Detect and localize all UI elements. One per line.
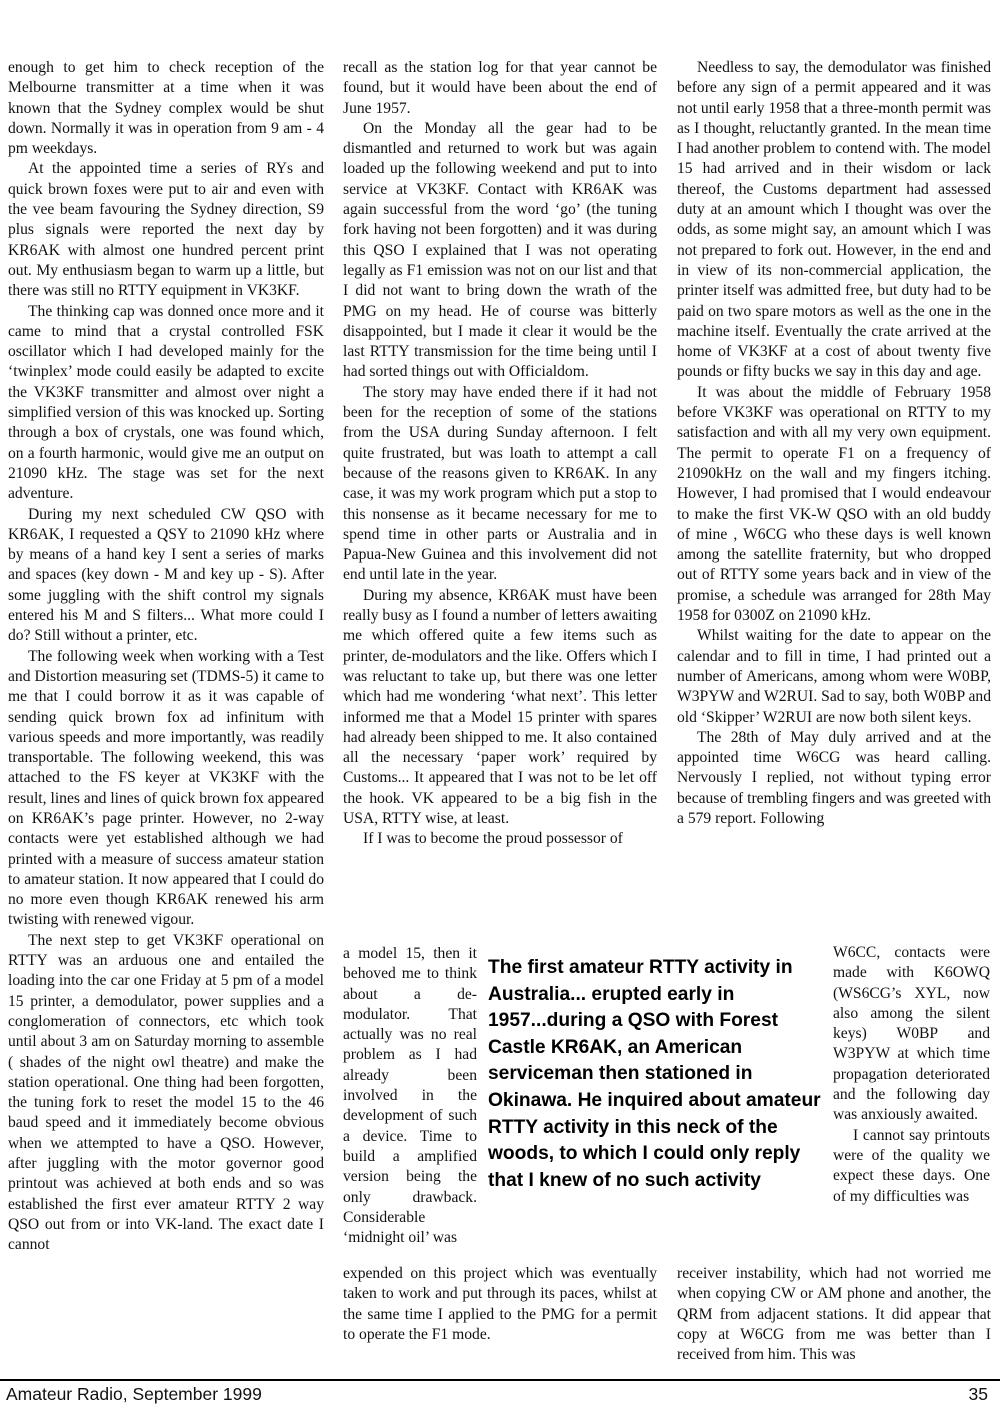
column-3-wrap-text xyxy=(833,943,990,1207)
paragraph: The next step to get VK3KF operational on RTTY was an arduous one and entailed the loading into the car one Friday at 5 pm of a model 15 printer, a demodulator, power supplies and a conglomeration of connectors, etc which took until about 3 am on Saturday morning to assemble ( shades of the night owl theatre) and make the station operational. One thing had been forgotten, the tuning fork to reset the model 15 to the 46 baud speed and it immediately become obvious when we attempted to have a QSO. However, after juggling with the motor governor good printout was achieved at both ends and so was established the first ever amateur RTTY 2 way QSO out from or into VK-land. The exact date I cannot xyxy=(8,931,324,1254)
publication-footer: Amateur Radio, September 1999 xyxy=(6,1384,262,1404)
article-column-1 xyxy=(8,58,324,1256)
paragraph: The thinking cap was donned once more and it came to mind that a crystal controlled FSK oscillator which I had developed mainly for the ‘twinplex’ mode could easily be adapted to excite the VK3KF transmitter and almost over night a simplified version of this was knocked up. Sorting through a box of crystals, one was found which, on a fourth harmonic, would give me an output on 21090 kHz. The stage was set for the next adventure. xyxy=(8,302,324,503)
paragraph: receiver instability, which had not worried me when copying CW or AM phone and another, the QRM from adjacent stations. It did appear that copy at W6CG from me was better than I received from him. This was xyxy=(677,1265,991,1364)
paragraph: The 28th of May duly arrived and at the appointed time W6CG was heard calling. Nervously I replied, not without typing error because of trembling fingers and was greeted with a 579 report. Following xyxy=(677,728,991,827)
paragraph: The story may have ended there if it had not been for the reception of some of the stations from the USA during Sunday afternoon. I felt quite frustrated, but was loath to attempt a call because of the reasons given to KR6AK. In any case, it was my work program which put a stop to this nonsense as it became necessary for me to spend time in other parts or Australia and in Papua-New Guinea and this involvement did not end until late in the year. xyxy=(343,383,657,584)
paragraph: I cannot say printouts were of the quality we expect these days. One of my difficulties was xyxy=(833,1126,990,1205)
paragraph: a model 15, then it behoved me to think about a de-modulator. That actually was no real problem as I had already been involved in the development of such a device. Time to build a amplified version being the only drawback. Considerable ‘midnight oil’ was xyxy=(343,945,477,1247)
column-2-bottom-text xyxy=(343,1264,657,1345)
paragraph: W6CC, contacts were made with K6OWQ (WS6CG’s XYL, now also among the silent keys) W0BP and W3PYW at which time propagation deteriorated and the following day was anxiously awaited. xyxy=(833,944,990,1124)
paragraph: enough to get him to check reception of the Melbourne transmitter at a time when it was known that the Sydney complex would be shut down. Normally it was in operation from 9 am - 4 pm weekdays. xyxy=(8,59,324,158)
paragraph: The following week when working with a Test and Distortion measuring set (TDMS-5) it came to me that I could borrow it as it was capable of sending quick brown fox ad infinitum with various speeds and more importantly, was readily transportable. The following weekend, this was attached to the FS keyer at VK3KF with the result, lines and lines of quick brown fox appeared on KR6AK’s page printer. However, no 2-way contacts were yet established although we had printed with a measure of success amateur station to amateur station. It now appeared that I could do no more even though KR6AK renewed his arm twisting with renewed vigour. xyxy=(8,647,324,929)
paragraph: During my next scheduled CW QSO with KR6AK, I requested a QSY to 21090 kHz where by means of a hand key I sent a series of marks and spaces (key down - M and key up - S). After some juggling with the shift control my signals entered his M and S filters... What more could I do? Still without a printer, etc. xyxy=(8,505,324,645)
footer-rule xyxy=(0,1379,1000,1381)
paragraph: During my absence, KR6AK must have been really busy as I found a number of letters awaiting me which offered quite a few items such as printer, de-modulators and the like. Offers which I was reluctant to take up, but there was one letter which had me wondering ‘what next’. This letter informed me that a Model 15 printer with spares had already been shipped to me. It also contained all the necessary ‘paper work’ required by Customs... It appeared that I was not to be let off the hook. VK appeared to be a big fish in the USA, RTTY wise, at least. xyxy=(343,586,657,827)
paragraph: On the Monday all the gear had to be dismantled and returned to work but was again loaded up the following weekend and put to into service at VK3KF. Contact with KR6AK was again successful from the word ‘go’ (the tuning fork having not been forgotten) and it was during this QSO I explained that I was not operating legally as F1 emission was not on our list and that I did not want to bring down the wrath of the PMG on my head. He of course was bitterly disappointed, but I made it clear it would be the last RTTY transmission for the time being until I had sorted things out with Officialdom. xyxy=(343,119,657,381)
paragraph: expended on this project which was eventually taken to work and put through its paces, whilst at the same time I applied to the PMG for a permit to operate the F1 mode. xyxy=(343,1265,657,1343)
column-3-bottom-text xyxy=(677,1264,991,1365)
pull-quote: The first amateur RTTY activity in Australia... erupted early in 1957...during a QSO with Forest Castle KR6AK, an American serviceman then stationed in Okinawa. He inquired about amateur RTTY activity in this neck of the woods, to which I could only reply that I knew of no such activity xyxy=(488,957,821,1191)
paragraph: Whilst waiting for the date to appear on the calendar and to fill in time, I had printed out a number of Americans, among whom were W0BP, W3PYW and W2RUI. Sad to say, both W0BP and old ‘Skipper’ W2RUI are now both silent keys. xyxy=(677,627,991,726)
paragraph: Needless to say, the demodulator was finished before any sign of a permit appeared and it was not until early 1958 that a three-month permit was as I thought, reluctantly granted. In the mean time I had another problem to contend with. The model 15 had arrived and in their wisdom or lack thereof, the Customs department had assessed duty at an amount which I thought was over the odds, as some might say, an amount which I was not prepared to fork out. However, in the end and in view of its non-commercial application, the printer itself was admitted free, but duty had to be paid on two spare motors as well as the one in the machine itself. Eventually the crate arrived at the home of VK3KF at a cost of about twenty five pounds or fifty bucks we say in this day and age. xyxy=(677,59,991,381)
paragraph: If I was to become the proud possessor of xyxy=(363,830,623,848)
paragraph: At the appointed time a series of RYs and quick brown foxes were put to air and even with the vee beam favouring the Sydney direction, S9 plus signals were reported the next day by KR6AK with almost one hundred percent print out. My enthusiasm began to warm up a little, but there was still no RTTY equipment in VK3KF. xyxy=(8,160,324,300)
article-column-3 xyxy=(677,58,991,829)
article-column-2 xyxy=(343,58,657,850)
paragraph: recall as the station log for that year cannot be found, but it would have been about the end of June 1957. xyxy=(343,59,657,117)
paragraph: It was about the middle of February 1958 before VK3KF was operational on RTTY to my satisfaction and with all my very own equipment. The permit to operate F1 on a frequency of 21090kHz on the wall and my fingers itching. However, I had promised that I would endeavour to make the first VK-W QSO with an old buddy of mine , W6CG who these days is well known among the satellite fraternity, but who dropped out of RTTY some years back and in view of the promise, a schedule was arranged for 28th May 1958 for 0300Z on 21090 kHz. xyxy=(677,383,991,625)
column-2-wrap-text xyxy=(343,944,477,1248)
page-number: 35 xyxy=(968,1384,988,1404)
